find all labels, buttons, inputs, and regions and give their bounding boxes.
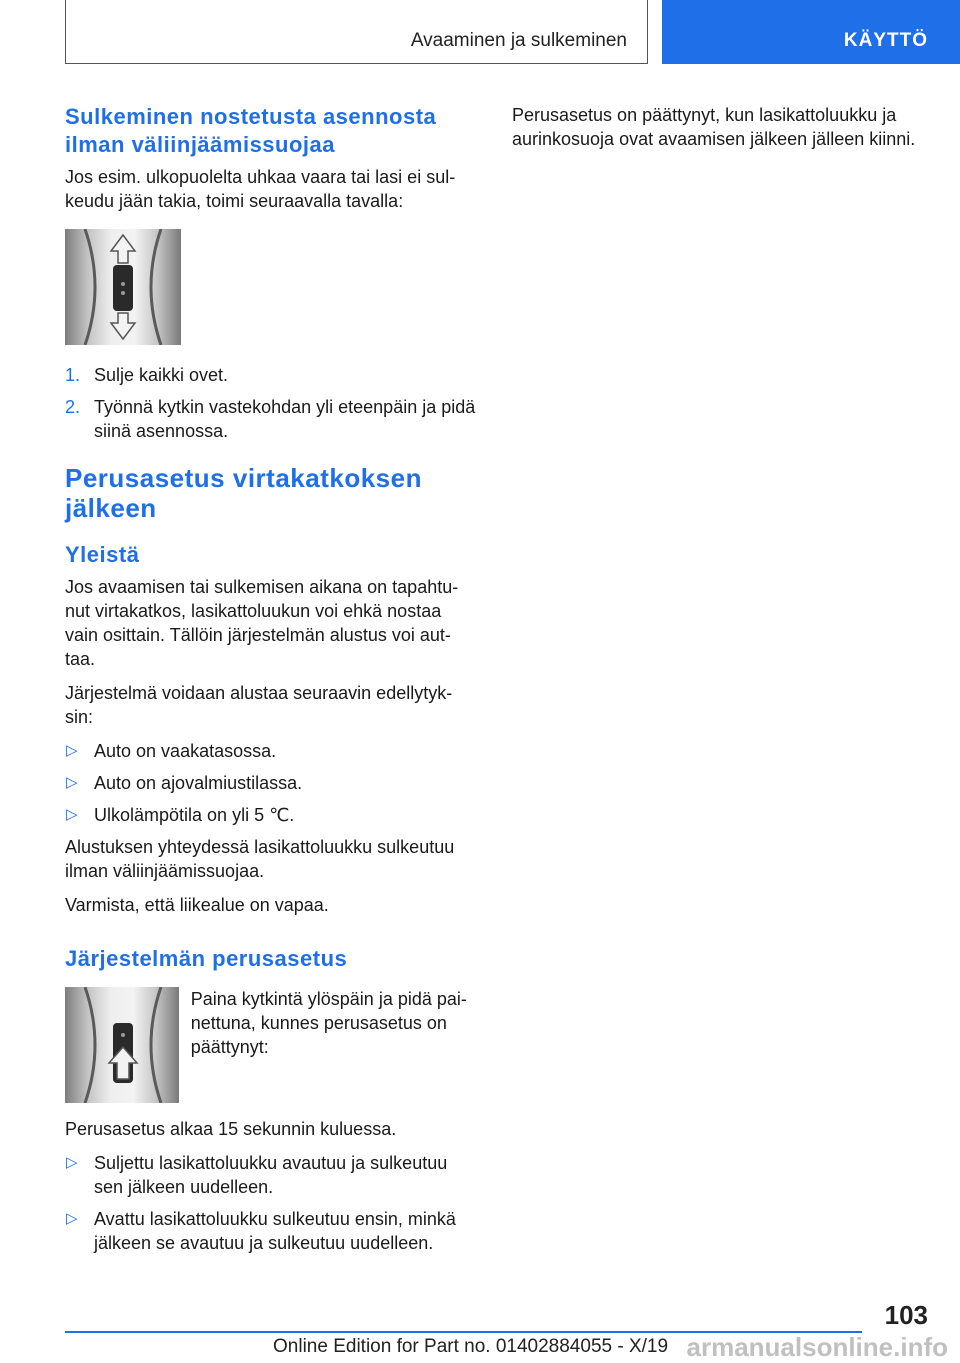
section2-para2: Järjestelmä voidaan alustaa seuraavin edellytyk-sin: [65,683,453,727]
header-section-box [65,0,648,64]
reset-bullet-text: Avattu lasikattoluukku sulkeutuu ensin, minkä jälkeen se avautuu ja sulkeutuu uudelleen. [94,1209,456,1253]
section2-heading: Perusasetus virtakatkoksen jälkeen [65,463,422,523]
condition-item [65,803,477,827]
reset-instruction-block [65,987,477,1103]
step-text: Työnnä kytkin vastekohdan yli eteenpäin ja pidä siinä asennossa. [94,397,476,441]
chapter-tab-label: KÄYTTÖ [843,30,928,51]
bullet-triangle-icon: ▷ [66,742,78,759]
reset-bullet-item [65,1151,477,1199]
bullet-triangle-icon: ▷ [66,1210,78,1227]
reset-bullet-text: Suljettu lasikattoluukku avautuu ja sulkeutuu sen jälkeen uudelleen. [94,1153,448,1197]
bullet-triangle-icon: ▷ [66,806,78,823]
section3-para1: Perusasetus alkaa 15 sekunnin kuluessa. [65,1119,397,1139]
step-number: 1. [65,365,81,385]
section3-closing: Perusasetus on päättynyt, kun lasikattoluukku ja aurinkosuoja ovat avaamisen jälkeen jälleen kiinni. [512,105,916,149]
step-item [65,363,477,387]
section1-intro: Jos esim. ulkopuolelta uhkaa vaara tai lasi ei sul-keudu jään takia, toimi seuraavalla tavalla: [65,167,456,211]
chapter-tab[interactable] [662,0,960,64]
section-title: Avaaminen ja sulkeminen [410,30,627,51]
switch-push-up-image [65,987,179,1103]
condition-text: Ulkolämpötila on yli 5 ℃. [94,805,295,825]
section1-heading: Sulkeminen nostetusta asennosta ilman väliinjäämissuojaa [65,104,437,157]
left-column [65,103,477,1263]
page-number: 103 [884,1300,928,1330]
condition-text: Auto on vaakatasossa. [94,741,277,761]
section3-heading: Järjestelmän perusasetus [65,946,348,971]
condition-item [65,771,477,795]
section2-para3: Alustuksen yhteydessä lasikattoluukku sulkeutuu ilman väliinjäämissuojaa. [65,837,455,881]
reset-bullet-item [65,1207,477,1255]
bullet-triangle-icon: ▷ [66,1154,78,1171]
footer-edition: Online Edition for Part no. 01402884055 - X/19 [273,1336,669,1357]
step-text: Sulje kaikki ovet. [94,365,229,385]
right-column [512,103,922,161]
section2-subheading: Yleistä [65,542,140,567]
watermark: armanualsonline.info [686,1332,948,1362]
switch-push-forward-image [65,229,181,345]
section2-para4: Varmista, että liikealue on vapaa. [65,895,329,915]
condition-text: Auto on ajovalmiustilassa. [94,773,303,793]
step-item [65,395,477,443]
section2-para1: Jos avaamisen tai sulkemisen aikana on tapahtu-nut virtakatkos, lasikattoluukun voi ehkä nostaa vain osittain. Tällöin järjestelmän alustus voi aut-taa. [65,577,459,669]
step-number: 2. [65,397,81,417]
bullet-triangle-icon: ▷ [66,774,78,791]
condition-item [65,739,477,763]
reset-instruction-text: Paina kytkintä ylöspäin ja pidä pai-nettuna, kunnes perusasetus on päättynyt: [190,989,467,1057]
